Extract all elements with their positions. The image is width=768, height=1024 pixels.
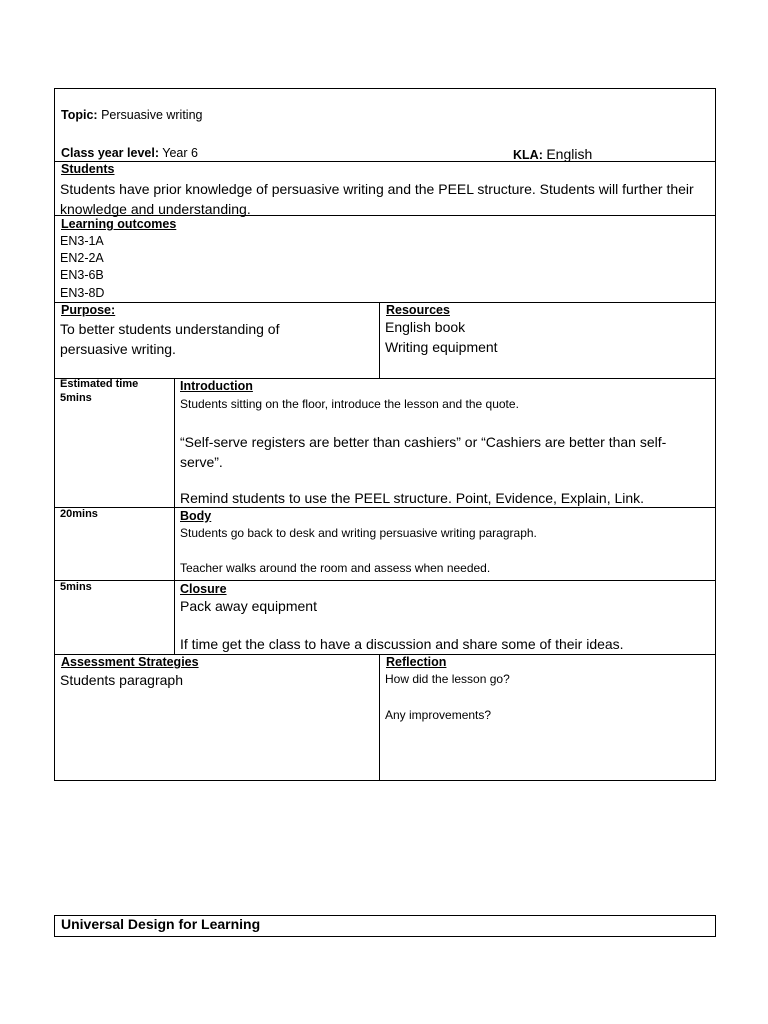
topic-line — [61, 108, 203, 123]
column-divider — [379, 654, 380, 781]
intro-quote: “Self-serve registers are better than cashiers” or “Cashiers are better than self-serve”. — [180, 434, 667, 470]
reflection-question-1: How did the lesson go? — [385, 672, 510, 686]
assessment-heading: Assessment Strategies — [61, 655, 199, 669]
udl-heading: Universal Design for Learning — [61, 916, 261, 932]
introduction-heading: Introduction — [180, 379, 253, 393]
outcome-item: EN3-6B — [60, 268, 104, 282]
kla-label: KLA: — [513, 148, 543, 162]
body-time: 20mins — [60, 508, 98, 520]
closure-time: 5mins — [60, 581, 92, 593]
row-divider — [54, 378, 716, 379]
intro-line-1: Students sitting on the floor, introduce the lesson and the quote. — [180, 397, 519, 411]
assessment-text: Students paragraph — [60, 672, 183, 688]
class-year-line — [61, 146, 198, 161]
topic-label: Topic: — [61, 108, 98, 122]
outcome-item: EN3-8D — [60, 286, 105, 300]
outcome-item: EN2-2A — [60, 251, 104, 265]
class-year-value: Year 6 — [162, 146, 198, 160]
kla-line — [513, 146, 592, 163]
purpose-heading: Purpose: — [61, 303, 116, 317]
row-divider — [54, 302, 716, 303]
closure-line-2: If time get the class to have a discussion and share some of their ideas. — [180, 636, 624, 652]
resource-item: English book — [385, 319, 466, 335]
topic-value: Persuasive writing — [101, 108, 203, 122]
closure-line-1: Pack away equipment — [180, 598, 317, 614]
column-divider — [379, 302, 380, 378]
resources-heading: Resources — [386, 303, 450, 317]
row-divider — [54, 507, 716, 508]
body-line-1: Students go back to desk and writing persuasive writing paragraph. — [180, 526, 537, 540]
intro-time: 5mins — [60, 392, 92, 404]
learning-outcomes-heading: Learning outcomes — [61, 217, 177, 231]
class-year-label: Class year level: — [61, 146, 159, 160]
intro-line-3: Remind students to use the PEEL structure. Point, Evidence, Explain, Link. — [180, 490, 645, 506]
purpose-text: To better students understanding of persuasive writing. — [60, 321, 280, 357]
row-divider — [54, 161, 716, 162]
outcome-item: EN3-1A — [60, 234, 104, 248]
closure-heading: Closure — [180, 582, 227, 596]
body-heading: Body — [180, 509, 212, 523]
students-text: Students have prior knowledge of persuasive writing and the PEEL structure. Students will further their knowledge and understanding. — [60, 181, 694, 217]
reflection-question-2: Any improvements? — [385, 708, 492, 722]
body-line-2: Teacher walks around the room and assess when needed. — [180, 561, 491, 575]
resource-item: Writing equipment — [385, 339, 498, 355]
kla-value: English — [546, 146, 593, 162]
reflection-heading: Reflection — [386, 655, 447, 669]
column-divider — [174, 378, 175, 654]
row-divider — [54, 580, 716, 581]
estimated-time-label: Estimated time — [60, 378, 139, 390]
students-heading: Students — [61, 162, 115, 176]
